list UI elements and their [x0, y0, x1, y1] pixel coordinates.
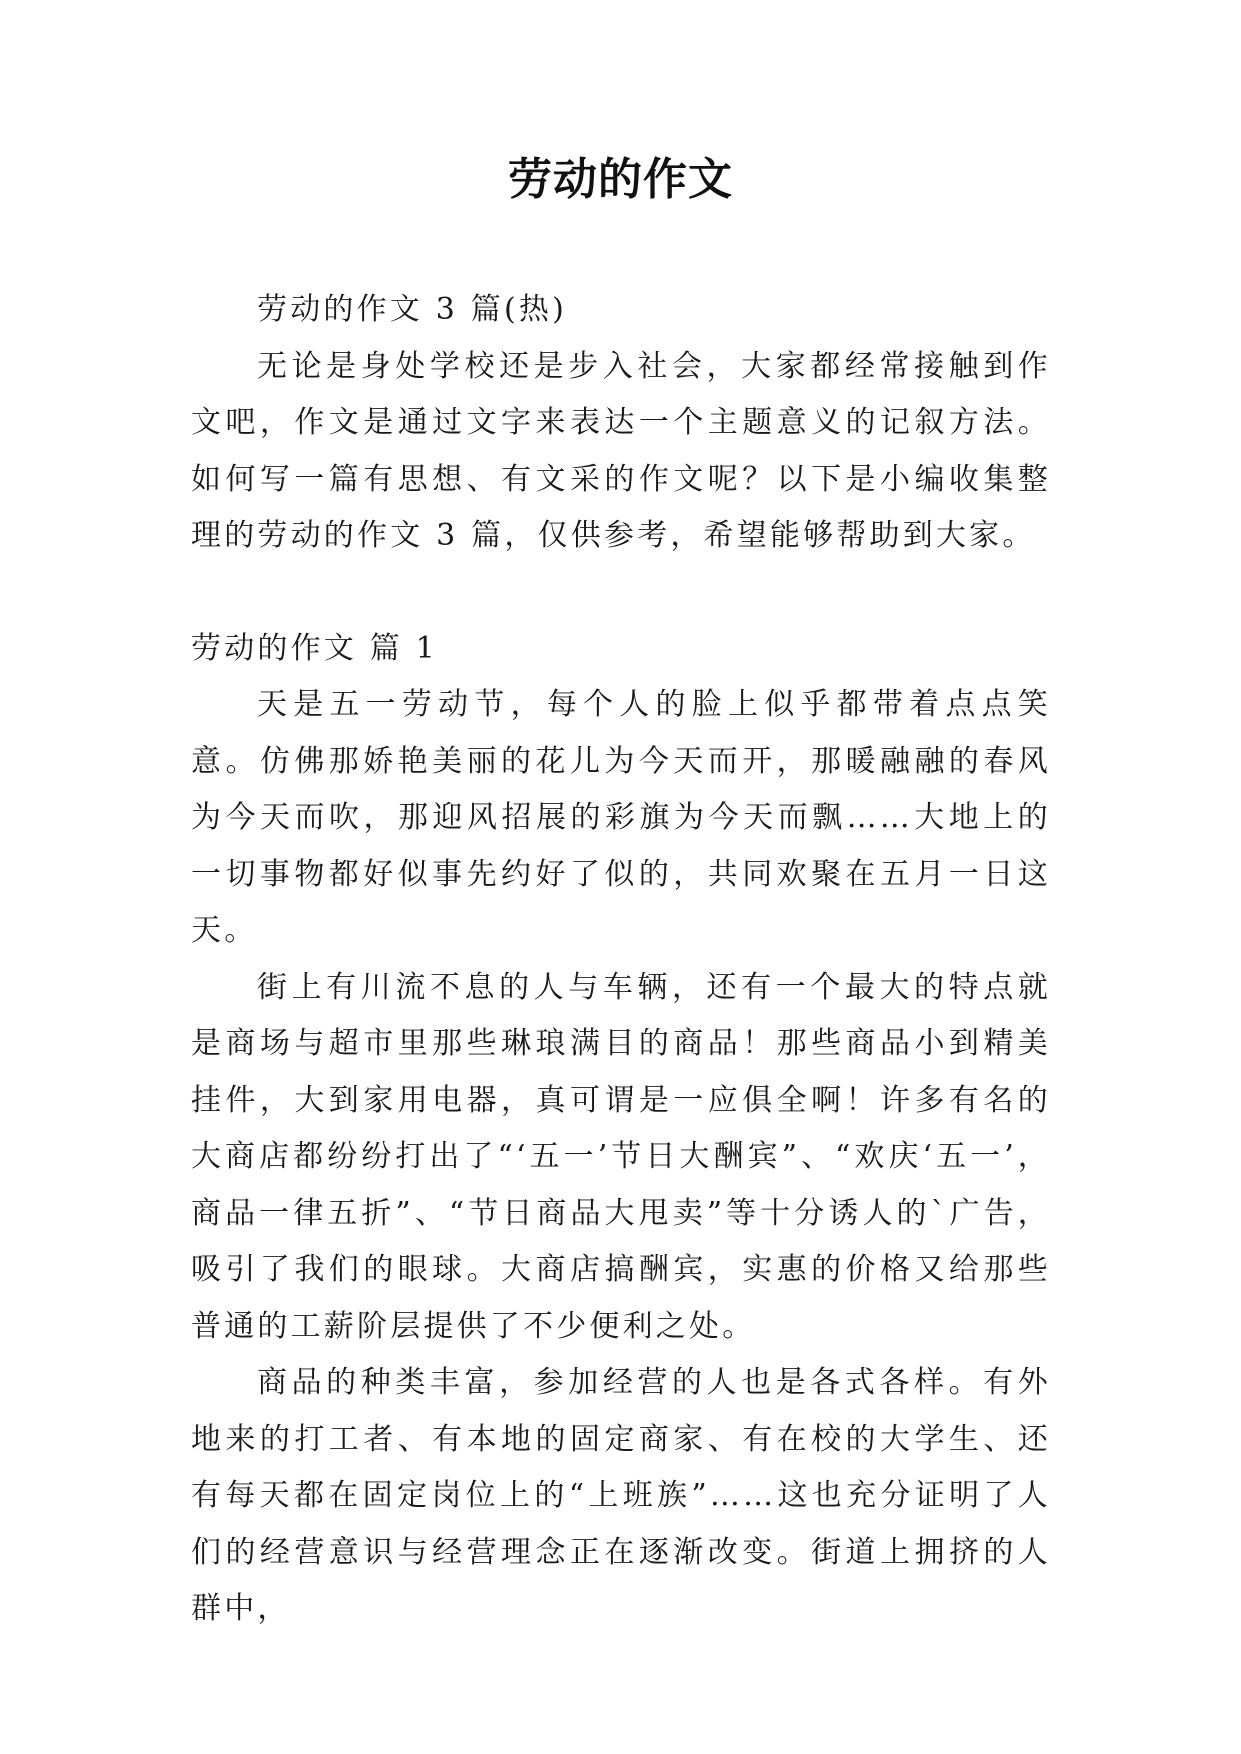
body-paragraph: 天是五一劳动节，每个人的脸上似乎都带着点点笑意。仿佛那娇艳美丽的花儿为今天而开，那暖融融的春风为今天而吹，那迎风招展的彩旗为今天而飘……大地上的一切事物都好似事先约好了似的，共同欢聚在五月一日这天。: [191, 687, 1051, 948]
document-title: 劳动的作文: [508, 154, 733, 205]
subtitle-line: 劳动的作文 3 篇(热): [257, 292, 567, 327]
intro-paragraph: 无论是身处学校还是步入社会，大家都经常接触到作文吧，作文是通过文字来表达一个主题意义的记叙方法。如何写一篇有思想、有文采的作文呢？以下是小编收集整理的劳动的作文 3 篇，仅供参考，希望能够帮助到大家。: [191, 348, 1051, 553]
body-paragraph: 商品的种类丰富，参加经营的人也是各式各样。有外地来的打工者、有本地的固定商家、有在校的大学生、还有每天都在固定岗位上的“上班族”……这也充分证明了人们的经营意识与经营理念正在逐渐改变。街道上拥挤的人群中，: [191, 1365, 1051, 1626]
section-spacer: [191, 565, 1051, 621]
body-paragraph: 街上有川流不息的人与车辆，还有一个最大的特点就是商场与超市里那些琳琅满目的商品！那些商品小到精美挂件，大到家用电器，真可谓是一应俱全啊！许多有名的大商店都纷纷打出了“‘五一’节日大酬宾”、“欢庆‘五一’，商品一律五折”、“节日商品大甩卖”等十分诱人的`广告，吸引了我们的眼球。大商店搞酬宾，实惠的价格又给那些普通的工薪阶层提供了不少便利之处。: [191, 969, 1051, 1344]
section-heading: 劳动的作文 篇 1: [191, 630, 438, 666]
document-body: [191, 282, 1051, 1638]
